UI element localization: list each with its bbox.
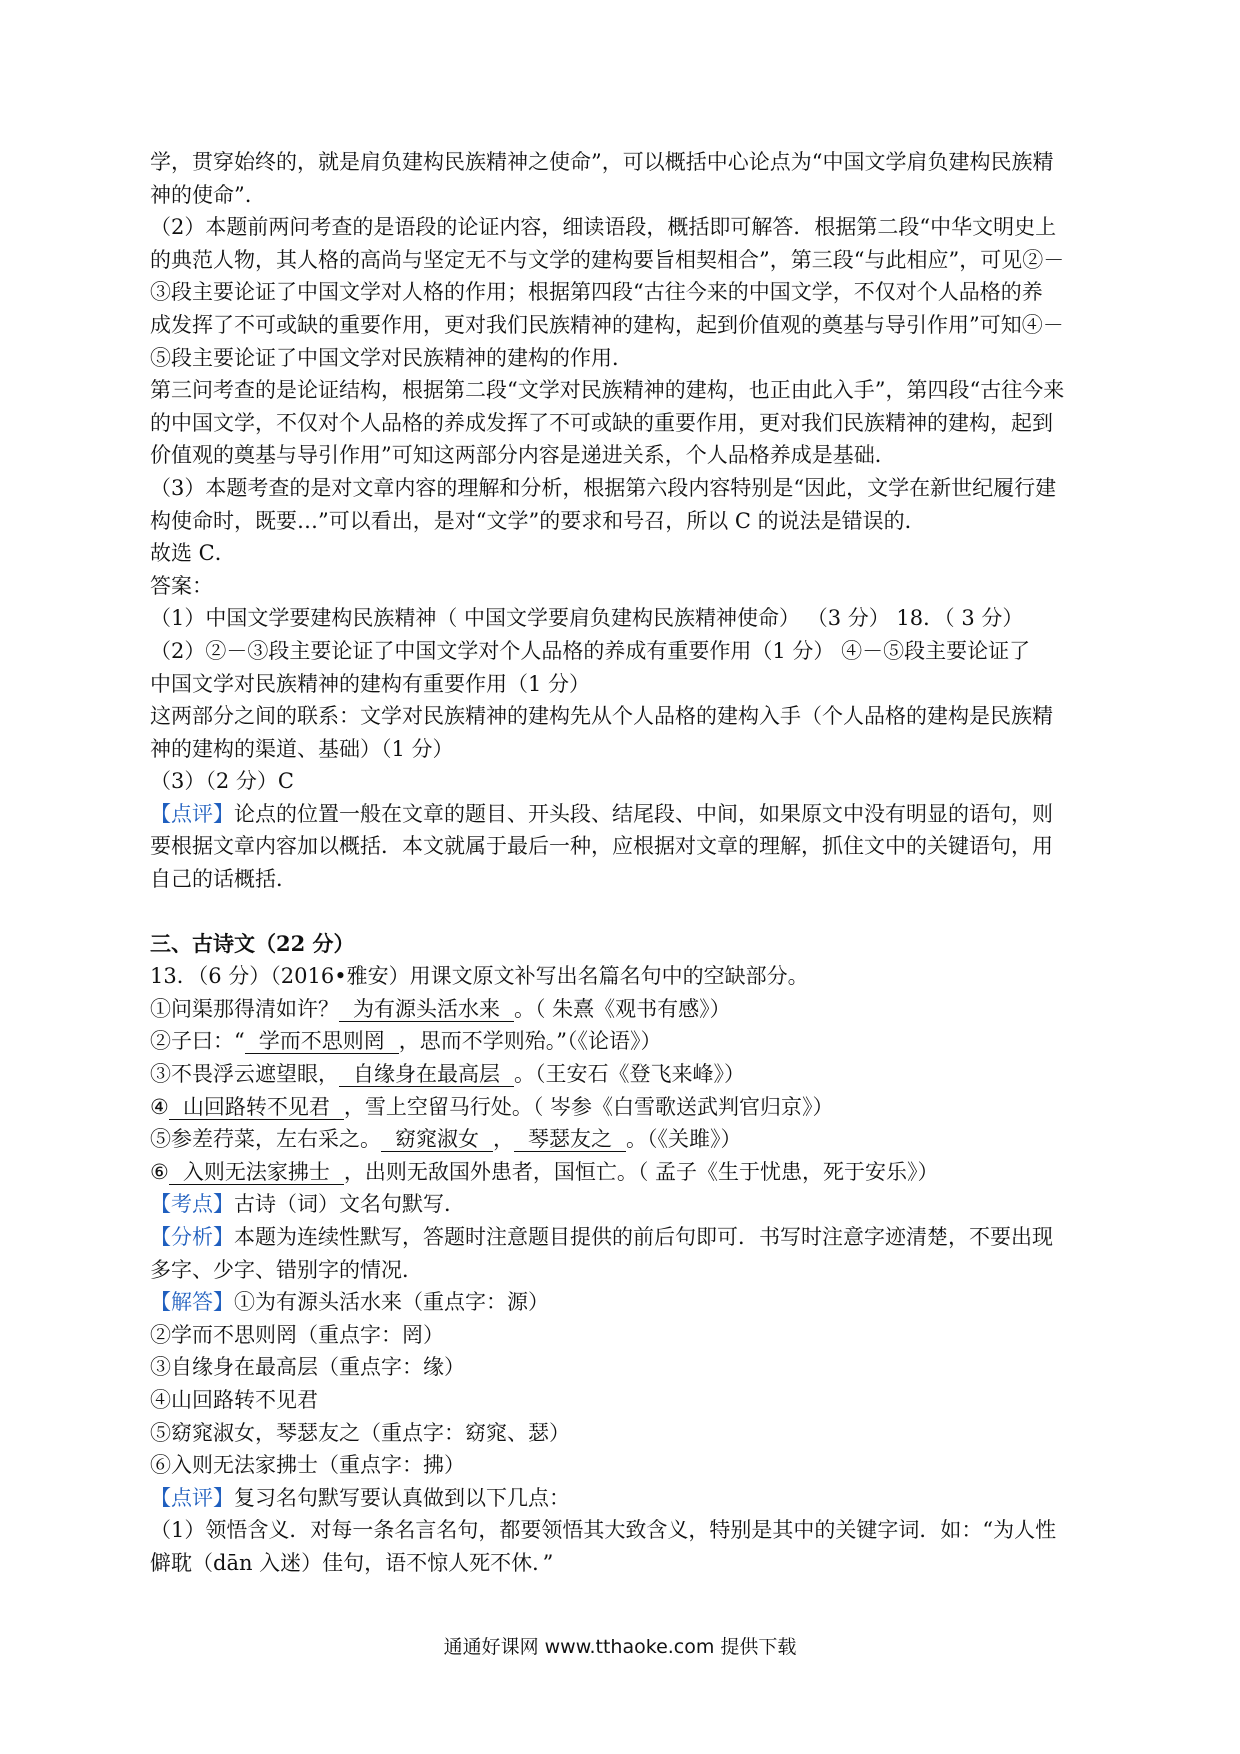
answer-line: ②学而不思则罔（重点字：罔） (150, 1322, 444, 1347)
text-line: 多字、少字、错别字的情况． (150, 1257, 423, 1282)
item-text: ②子曰：“ (150, 1029, 245, 1054)
kaodian-tag: 【考点】 (150, 1192, 234, 1217)
text-line: 僻耽（dān 入迷）佳句，语不惊人死不休．” (150, 1550, 554, 1575)
text-line: ⑤段主要论证了中国文学对民族精神的建构的作用． (150, 345, 633, 370)
item-text: ⑥ (150, 1159, 169, 1184)
item-text: ③不畏浮云遮望眼， (150, 1062, 339, 1087)
answer-blank: 窈窕淑女 (381, 1127, 493, 1152)
text-line: （2）本题前两问考查的是语段的论证内容，细读语段，概括即可解答．根据第二段“中华文明史上 (150, 215, 1057, 240)
answer-line: ⑥入则无法家拂士（重点字：拂） (150, 1453, 465, 1478)
item-text: 。（ 朱熹《观书有感》） (514, 996, 731, 1021)
review-block (150, 798, 1100, 831)
text-line: （3）本题考查的是对文章内容的理解和分析，根据第六段内容特别是“因此，文学在新世纪履行建 (150, 475, 1057, 500)
text-line: 学，贯穿始终的，就是肩负建构民族精神之使命”，可以概括中心论点为“中国文学肩负建构民族精 (150, 150, 1054, 174)
jieda-line (150, 1286, 1100, 1319)
item-text: ，出则无敌国外患者，国恒亡。（ 孟子《生于忧患，死于安乐》） (343, 1159, 939, 1184)
jieda-tag: 【解答】 (150, 1290, 234, 1315)
question-stem: 13．（6 分）（2016•雅安）用课文原文补写出名篇名句中的空缺部分。 (150, 964, 809, 989)
review-tag: 【点评】 (150, 1485, 234, 1510)
text-line: 神的使命”. (150, 182, 252, 207)
review-text: 复习名句默写要认真做到以下几点： (234, 1485, 570, 1510)
document-page (150, 146, 1100, 1580)
review-text: 论点的位置一般在文章的题目、开头段、结尾段、中间，如果原文中没有明显的语句，则 (234, 801, 1053, 826)
text-line: （1）中国文学要建构民族精神（ 中国文学要肩负建构民族精神使命） （3 分） 18．（ 3 分） (150, 606, 1024, 631)
fill-blank-item (150, 1091, 1100, 1124)
answer-line: ③自缘身在最高层（重点字：缘） (150, 1355, 465, 1380)
answer-line: ⑤窈窕淑女，琴瑟友之（重点字：窈窕、瑟） (150, 1420, 570, 1445)
text-line: 第三问考查的是论证结构，根据第二段“文学对民族精神的建构，也正由此入手”，第四段“古往今来 (150, 378, 1065, 403)
text-line: ③段主要论证了中国文学对人格的作用；根据第四段“古往今来的中国文学，不仅对个人品格的养 (150, 280, 1043, 305)
fenxi-text: 本题为连续性默写，答题时注意题目提供的前后句即可．书写时注意字迹清楚，不要出现 (234, 1225, 1053, 1249)
item-text: ①问渠那得清如许？ (150, 996, 339, 1021)
text-line: 的典范人物，其人格的高尚与坚定无不与文学的建构要旨相契相合”，第三段“与此相应”，可见②－ (150, 247, 1065, 272)
text-line: 自己的话概括． (150, 867, 297, 892)
kaodian-line (150, 1188, 1100, 1221)
text-line: （3）（2 分）C (150, 769, 294, 794)
item-text: ，雪上空留马行处。（ 岑参《白雪歌送武判官归京》） (343, 1094, 834, 1119)
text-line: 成发挥了不可或缺的重要作用，更对我们民族精神的建构，起到价值观的奠基与导引作用”可知④－ (150, 312, 1064, 337)
text-line: 中国文学对民族精神的建构有重要作用（1 分） (150, 671, 591, 696)
fill-blank-item (150, 1123, 1100, 1156)
text-line: 的中国文学，不仅对个人品格的养成发挥了不可或缺的重要作用，更对我们民族精神的建构，起到 (150, 410, 1053, 435)
item-text: ④ (150, 1094, 169, 1119)
review-block (150, 1482, 1100, 1515)
text-line: 神的建构的渠道、基础）（1 分） (150, 736, 454, 761)
fill-blank-item (150, 1156, 1100, 1189)
fill-blank-item (150, 993, 1100, 1026)
item-text: ⑤参差荇菜，左右采之。 (150, 1127, 381, 1152)
fill-blank-item (150, 1058, 1100, 1091)
text-line: 故选 C． (150, 541, 236, 566)
item-text: ，思而不学则殆。”（《论语》） (398, 1029, 662, 1054)
page-footer: 通通好课网 www.tthaoke.com 提供下载 (443, 1636, 797, 1658)
fenxi-line (150, 1221, 1100, 1254)
text-line: （1）领悟含义．对每一条名言名句，都要领悟其大致含义，特别是其中的关键字词．如：“为人性 (150, 1518, 1057, 1543)
item-text: 。（王安石《登飞来峰》） (514, 1062, 745, 1087)
text-line: （2）②－③段主要论证了中国文学对个人品格的养成有重要作用（1 分） ④－⑤段主要论证了 (150, 638, 1031, 663)
fenxi-tag: 【分析】 (150, 1225, 234, 1249)
text-line: 答案： (150, 573, 213, 598)
fill-blank-item (150, 1025, 1100, 1058)
answer-blank: 琴瑟友之 (514, 1127, 626, 1152)
text-line: 构使命时，既要…”可以看出，是对“文学”的要求和号召，所以 C 的说法是错误的． (150, 508, 926, 533)
item-text: 。（《关雎》） (626, 1127, 742, 1152)
text-line: 这两部分之间的联系：文学对民族精神的建构先从个人品格的建构入手（个人品格的建构是民族精 (150, 704, 1053, 729)
review-tag: 【点评】 (150, 801, 234, 826)
answer-blank: 入则无法家拂士 (169, 1160, 344, 1185)
section-heading: 三、古诗文（22 分） (150, 930, 355, 956)
text-line: 价值观的奠基与导引作用”可知这两部分内容是递进关系，个人品格养成是基础． (150, 443, 896, 468)
answer-blank: 自缘身在最高层 (339, 1062, 514, 1087)
jieda-text: ①为有源头活水来（重点字：源） (234, 1290, 549, 1315)
answer-blank: 山回路转不见君 (169, 1095, 344, 1120)
text-line: 要根据文章内容加以概括．本文就属于最后一种，应根据对文章的理解，抓住文中的关键语句，用 (150, 834, 1053, 859)
spacer (150, 896, 1100, 928)
item-text: ， (493, 1127, 514, 1152)
kaodian-text: 古诗（词）文名句默写． (234, 1192, 465, 1217)
answer-line: ④山回路转不见君 (150, 1387, 318, 1412)
answer-blank: 为有源头活水来 (339, 997, 514, 1022)
answer-blank: 学而不思则罔 (245, 1029, 399, 1054)
